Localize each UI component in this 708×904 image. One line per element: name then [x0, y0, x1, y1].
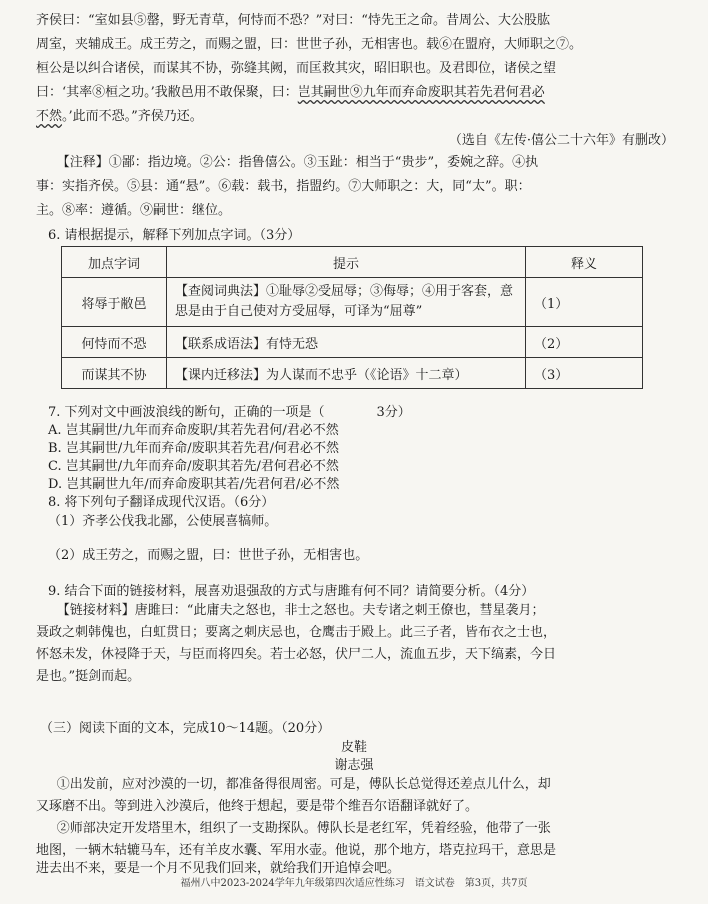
passage-line-3: 桓公是以纠合诸侯，而谋其不协，弥缝其阙，而匡救其灾，昭旧职也。及君即位，诸侯之望: [36, 61, 557, 76]
row3-word: 而谋其不协: [62, 358, 167, 389]
wavy-underline-sentence: 岂其嗣世⑨九年而弃命废职其若先君何君必: [297, 85, 545, 100]
story-para-1-line-1: ①出发前，应对沙漠的一切，都准备得很周密。可是，傅队长总觉得还差点儿什么，却: [56, 777, 551, 792]
question-7-option-a[interactable]: A. 岂其嗣世/九年而弃命废职/其若先君何/君必不然: [48, 423, 339, 438]
passage-line-1: 齐侯曰：“室如县⑤罄，野无青草，何恃而不恐？”对曰：“恃先王之命。昔周公、大公股肱: [36, 13, 550, 28]
story-para-2-line-2: 地图，一辆木轱辘马车，还有羊皮水囊、军用水壶。他说，那个地方，塔克拉玛干，意思是: [36, 843, 557, 858]
header-hint: 提示: [167, 247, 526, 278]
notes-line-3: 主。⑧率：遵循。⑨嗣世：继位。: [36, 203, 232, 218]
page-footer: 福州八中2023-2024学年九年级第四次适应性练习 语文试卷 第3页，共7页: [180, 878, 528, 889]
table-row: [62, 327, 643, 358]
question-8-sentence-1: （1）齐孝公伐我北鄙，公使展喜犒师。: [48, 514, 278, 529]
link-material-line-2: 聂政之刺韩傀也，白虹贯日；要离之刺庆忌也，仓鹰击于殿上。此三子者，皆布衣之士也，: [36, 625, 557, 640]
row1-word: 将辱于敝邑: [62, 278, 167, 327]
story-para-1-line-2: 又琢磨不出。等到进入沙漠后，他终于想起，要是带个维吾尔语翻译就好了。: [36, 799, 479, 814]
passage-line-4-text: 曰：‘其率⑧桓之功。’我敝邑用不敢保聚，曰：: [36, 85, 298, 100]
story-author: 谢志强: [334, 758, 374, 773]
link-material-line-4: 是也。”挺剑而起。: [36, 669, 141, 684]
wavy-underline-sentence-end: 不然: [36, 109, 63, 124]
table-row: [62, 358, 643, 389]
section-3-heading: （三）阅读下面的文本，完成10～14题。（20分）: [40, 721, 331, 736]
passage-line-4: [36, 82, 676, 104]
notes-line-1: 【注释】①鄙：指边境。②公：指鲁僖公。③玉趾：相当于“贵步”，委婉之辞。④执: [56, 155, 539, 170]
link-material-line-1: 【链接材料】唐雎曰：“此庸夫之怒也，非士之怒也。夫专诸之刺王僚也，彗星袭月；: [56, 603, 545, 618]
story-para-2-line-1: ②师部决定开发塔里木，组织了一支勘探队。傅队长是老红军，凭着经验，他带了一张: [56, 821, 551, 836]
row2-hint: 【联系成语法】有恃无恐: [167, 327, 526, 358]
header-word: 加点字词: [62, 247, 167, 278]
passage-line-5: [36, 106, 676, 128]
row3-answer-field[interactable]: （3）: [526, 358, 643, 389]
table-row: [62, 278, 643, 327]
row3-hint: 【课内迁移法】为人谋而不忠乎（《论语》十二章）: [167, 358, 526, 389]
question-6-table: [61, 246, 643, 389]
row2-word: 何恃而不恐: [62, 327, 167, 358]
passage-line-2: 周室，夹辅成王。成王劳之，而赐之盟，曰：世世子孙，无相害也。载⑥在盟府，大师职之⑦。: [36, 37, 583, 52]
link-material-line-3: 怀怒未发，休祲降于天，与臣而将四矣。若士必怒，伏尸二人，流血五步，天下缟素，今日: [36, 647, 557, 662]
row1-hint: 【查阅词典法】①耻辱②受屈辱；③侮辱；④用于客套，意思是由于自己使对方受屈辱，可译为“屈尊”: [167, 278, 526, 327]
row2-answer-field[interactable]: （2）: [526, 327, 643, 358]
passage-line-5-text: 。’此而不恐。”齐侯乃还。: [62, 109, 203, 124]
question-6-stem: 6. 请根据提示，解释下列加点字词。（3分）: [48, 228, 301, 243]
question-7-option-c[interactable]: C. 岂其嗣世/九年而弃命/废职其若先/君何君必不然: [48, 459, 339, 474]
story-title: 皮鞋: [340, 740, 367, 755]
question-9-stem: 9. 结合下面的链接材料，展喜劝退强敌的方式与唐雎有何不同？请简要分析。（4分）: [48, 584, 535, 599]
passage-source: （选自《左传·僖公二十六年》有删改）: [448, 133, 674, 148]
question-7-option-b[interactable]: B. 岂其嗣世/九年而弃命/废职其若先君/何君必不然: [48, 441, 339, 456]
question-8-sentence-2: （2）成王劳之，而赐之盟，曰：世世子孙，无相害也。: [48, 548, 369, 563]
question-8-stem: 8. 将下列句子翻译成现代汉语。（6分）: [48, 495, 275, 510]
header-answer: 释义: [526, 247, 643, 278]
story-para-2-line-3: 进去出不来，要是一个月不见我们回来，就给我们开追悼会吧。: [36, 861, 401, 876]
question-7-option-d[interactable]: D. 岂其嗣世九年/而弃命废职其若/先君何君/必不然: [48, 477, 340, 492]
row1-answer-field[interactable]: （1）: [526, 278, 643, 327]
table-header-row: [62, 247, 643, 278]
notes-line-2: 事：实指齐侯。⑤县：通“悬”。⑥载：载书，指盟约。⑦大师职之：大，同“太”。职：: [36, 179, 531, 194]
question-7-stem: 7. 下列对文中画波浪线的断句，正确的一项是（ 3分）: [48, 405, 411, 420]
